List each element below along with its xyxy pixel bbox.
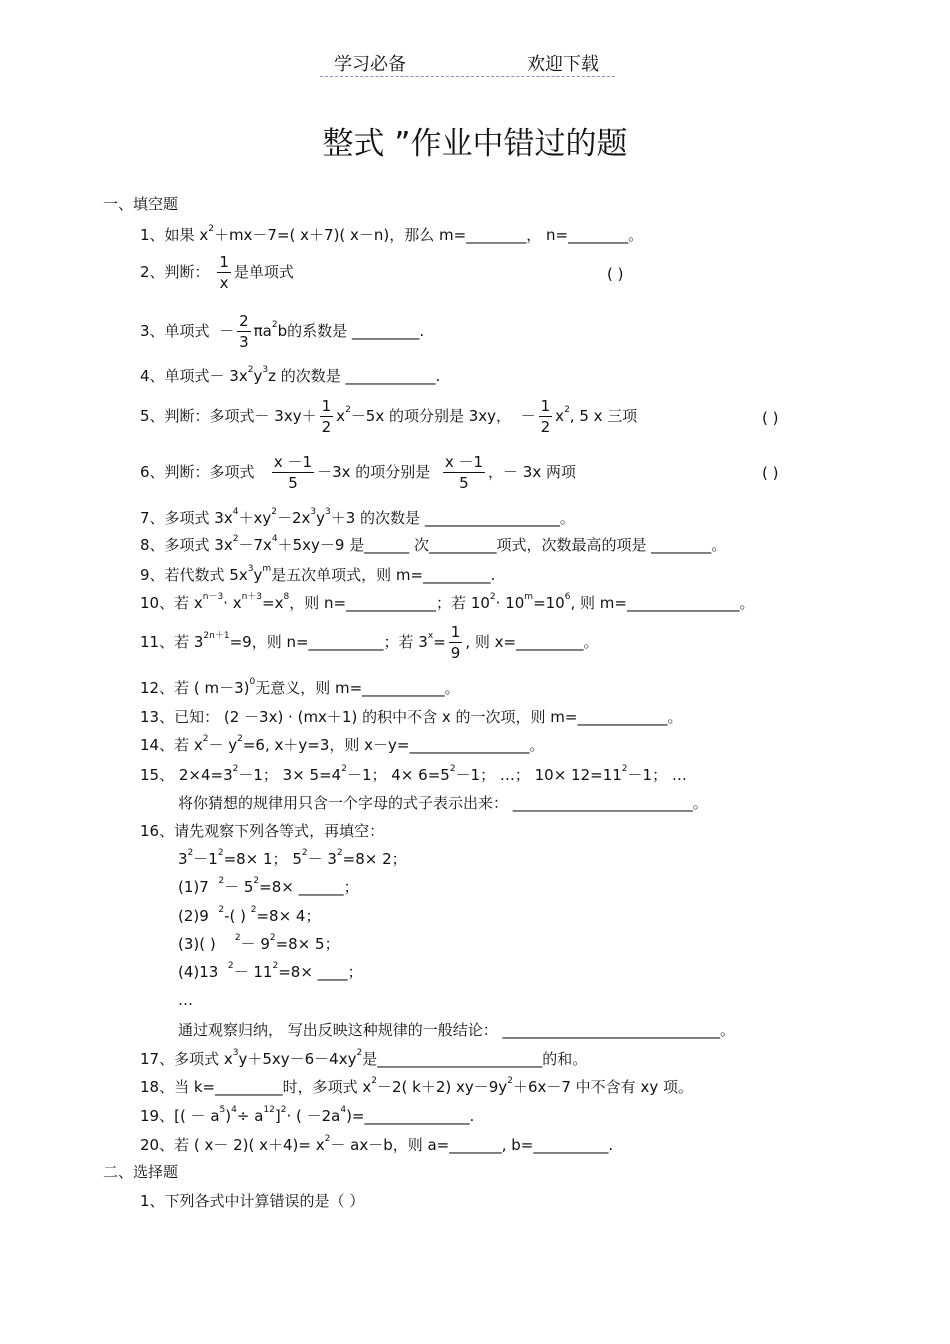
question-16: 16、请先观察下列各等式，再填空： [140, 822, 385, 840]
judge-bracket: ( ) [762, 464, 779, 482]
question-10: 10、若 $x^{n-3}\cdot x^{n+3}=x^8$，则 n=____________；若 $10^2\cdot 10^m=10^6$, 则 m=_______________。 [140, 592, 755, 612]
question-18: 18、当 k=_________时，多项式 $x^2-2$( k＋2) $xy-9y^2+6x-7$ 中不含有 xy 项。 [140, 1076, 693, 1096]
question-8: 8、多项式 $3x^2-7x^4+5xy-9$ 是______ 次_________项式，次数最高的项是 ________。 [140, 534, 727, 554]
question-15-line2: 将你猜想的规律用只含一个字母的式子表示出来： ________________________。 [178, 794, 708, 812]
q16-ellipsis: … [178, 991, 193, 1009]
question-6: 6、判断：多项式 $\frac{x -1}{5}$ －3x 的项分别是 $\frac{x -1}{5}$ ，－ 3x 两项 [140, 453, 576, 492]
fraction: $\frac{2}{3}$ [239, 312, 249, 351]
question-19: 19、[( － $a^5)^4\div a^{12}]^2\cdot$ ( $-2a^4)=\_\_\_\_\_\_\_\_\_\_\_\_\_\_$. [140, 1105, 475, 1125]
q16-conclusion: 通过观察归纳， 写出反映这种规律的一般结论： _____________________________。 [178, 1021, 736, 1039]
judge-bracket: ( ) [607, 265, 624, 283]
question-17: 17、多项式 $x^3y+5xy-6-4xy^2$是______________________的和。 [140, 1048, 588, 1068]
fraction: $\frac{1}{9}$ [450, 623, 461, 662]
judge-bracket: ( ) [762, 409, 779, 427]
fraction: $\frac{1}{2}$ [321, 397, 332, 436]
page-title: 整式 ”作业中错过的题 [322, 126, 628, 162]
header-right: 欢迎下载 [527, 54, 599, 75]
q16-example: $3^2-1^2=8\times 1$； $5^2- 3^2=8\times 2$； [178, 848, 407, 868]
q16-item-2: (2)9 $^2$-( ) $^2$=8× 4； [178, 905, 321, 925]
q16-item-1: (1)7 $^2- 5^2=8\times$ ______； [178, 876, 359, 896]
question-1: 1、如果 $x^2+mx-7=$( x＋7)( x－n)，那么 m=________， n=________。 [140, 224, 644, 244]
page-header [320, 50, 615, 77]
section-fill-in: 一、填空题 [103, 195, 179, 213]
fraction: $\frac{1}{2}$ [540, 397, 551, 436]
question-15: 15、 $2\times 4=3^2-1$； $3\times 5=4^2-1$； $4\times 6=5^2-1$； …； $10\times 12=11^2-1$； … [140, 764, 687, 784]
q16-item-4: (4)13 $^2- 11^2=8\times$ ____； [178, 961, 363, 981]
question-2: 2、判断： $\frac{1}{x}$ 是单项式 [140, 253, 294, 292]
section-multiple-choice: 二、选择题 [103, 1163, 179, 1181]
q16-item-3: (3)( ) $^2- 9^2=8\times 5$； [178, 933, 340, 953]
fraction: $\frac{x -1}{5}$ [444, 453, 484, 492]
fraction: $\frac{x -1}{5}$ [273, 453, 313, 492]
fraction: $\frac{1}{x}$ [219, 253, 229, 292]
choice-question-1: 1、下列各式中计算错误的是（ ） [140, 1192, 365, 1210]
header-left: 学习必备 [334, 54, 406, 75]
question-3: 3、单项式 － $\frac{2}{3}$ $\pi a^2b$的系数是 _________. [140, 312, 425, 351]
question-5: 5、判断：多项式－ 3xy＋ $\frac{1}{2}$ $x^2-5x$ 的项分别是 3xy， － $\frac{1}{2}$ $x^2$, 5 x 三项 [140, 397, 638, 436]
question-20: 20、若 ( x－ 2)( $x+4)= x^2- ax-b$，则 a=_______, b=__________. [140, 1134, 614, 1154]
question-7: 7、多项式 $3x^4+xy^2-2x^3y^3+3$ 的次数是 __________________。 [140, 507, 575, 527]
question-13: 13、已知： (2 －3x) · (mx＋1) 的积中不含 x 的一次项，则 m=____________。 [140, 708, 683, 726]
question-9: 9、若代数式 $5x^3y^m$是五次单项式，则 m=_________. [140, 564, 496, 584]
question-4: 4、单项式－ $3x^2y^3z$ 的次数是 ____________. [140, 365, 441, 385]
question-12: 12、若 ( m－3)$^0$无意义，则 m=___________。 [140, 677, 460, 697]
question-14: 14、若 $x^2- y^2=6$, x＋y=3，则 x－y=________________。 [140, 734, 545, 754]
question-11: 11、若 $3^{2n+1}=9$，则 n=__________；若 $3^x=$ $\frac{1}{9}$ , 则 x=_________。 [140, 623, 599, 662]
